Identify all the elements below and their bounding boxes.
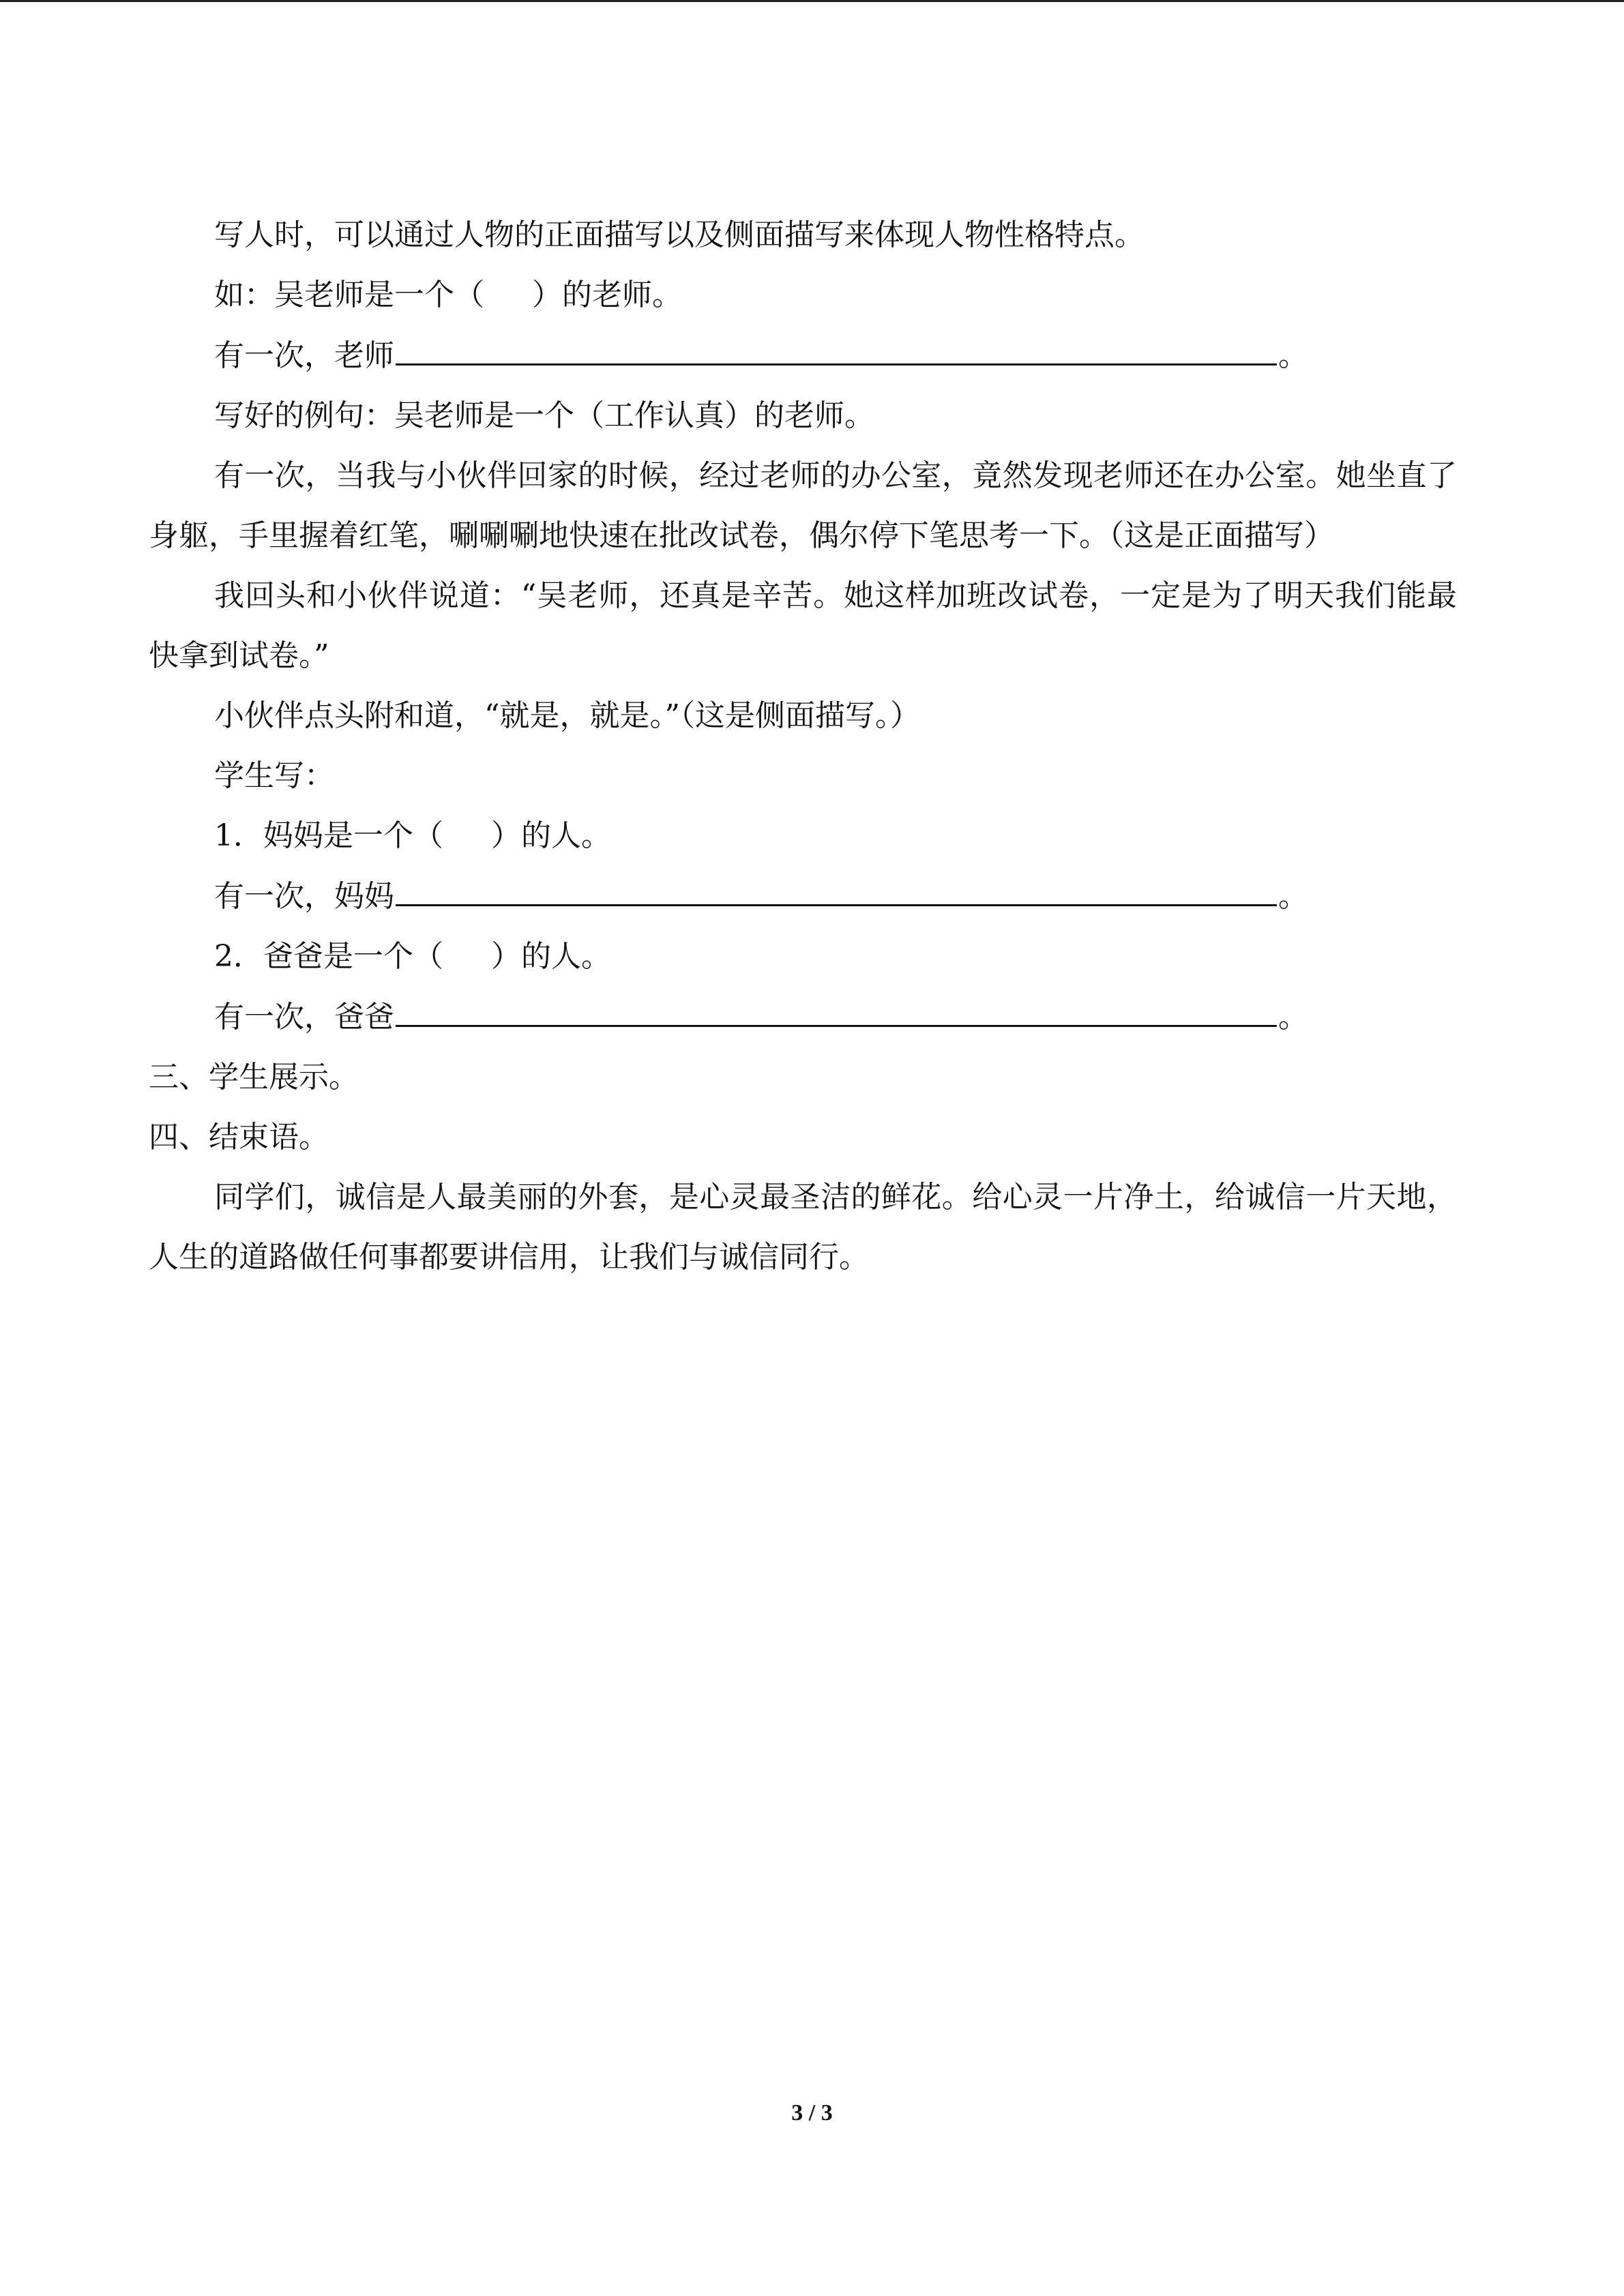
student-write-heading: 学生写： — [214, 758, 334, 793]
example-prompt-end: ）的老师。 — [532, 278, 682, 312]
sample-paragraph-front: 有一次，当我与小伙伴回家的时候，经过老师的办公室，竟然发现老师还在办公室。她坐直了身躯，手里握着红笔，唰唰唰地快速在批改试卷，偶尔停下笔思考一下。（这是正面描写） — [149, 458, 1457, 553]
intro-line: 写人时，可以通过人物的正面描写以及侧面描写来体现人物性格特点。 — [214, 218, 1145, 252]
exercise-2-prompt — [149, 927, 1457, 987]
fill-line-label: 有一次，爸爸 — [214, 1000, 394, 1034]
fill-line-label: 有一次，妈妈 — [214, 879, 394, 914]
exercise-1-start: 1．妈妈是一个（ — [214, 818, 443, 853]
sample-sentence: 写好的例句：吴老师是一个（工作认真）的老师。 — [214, 398, 874, 433]
exercise-1-prompt — [149, 806, 1457, 866]
answer-blank — [396, 325, 1277, 366]
fill-line-end: 。 — [1278, 338, 1308, 373]
example-prompt-start: 如：吴老师是一个（ — [214, 278, 484, 312]
fill-line-end: 。 — [1278, 1000, 1308, 1034]
section-four-heading: 四、结束语。 — [149, 1120, 329, 1154]
exercise-1-fill-line — [149, 866, 1457, 927]
closing-paragraph: 同学们，诚信是人最美丽的外套，是心灵最圣洁的鲜花。给心灵一片净土，给诚信一片天地，人生的道路做任何事都要讲信用，让我们与诚信同行。 — [149, 1180, 1457, 1274]
top-margin — [149, 0, 1457, 205]
sample-reply: 小伙伴点头附和道，“就是，就是。”（这是侧面描写。） — [214, 698, 920, 733]
exercise-2-fill-line — [149, 987, 1457, 1047]
exercise-1-end: ）的人。 — [491, 818, 611, 853]
sample-paragraph-side: 我回头和小伙伴说道：“吴老师，还真是辛苦。她这样加班改试卷，一定是为了明天我们能最快拿到试卷。” — [149, 578, 1457, 673]
fill-line-label: 有一次，老师 — [214, 338, 394, 373]
example-fill-line — [149, 325, 1457, 386]
exercise-2-end: ）的人。 — [491, 939, 611, 974]
section-three-heading: 三、学生展示。 — [149, 1060, 359, 1094]
page-number: 3 / 3 — [791, 2100, 833, 2126]
fill-line-end: 。 — [1278, 879, 1308, 914]
exercise-2-start: 2．爸爸是一个（ — [214, 939, 443, 974]
example-prompt — [149, 265, 1457, 325]
answer-blank — [396, 866, 1277, 906]
answer-blank — [396, 987, 1277, 1027]
document-body — [149, 0, 1457, 1287]
